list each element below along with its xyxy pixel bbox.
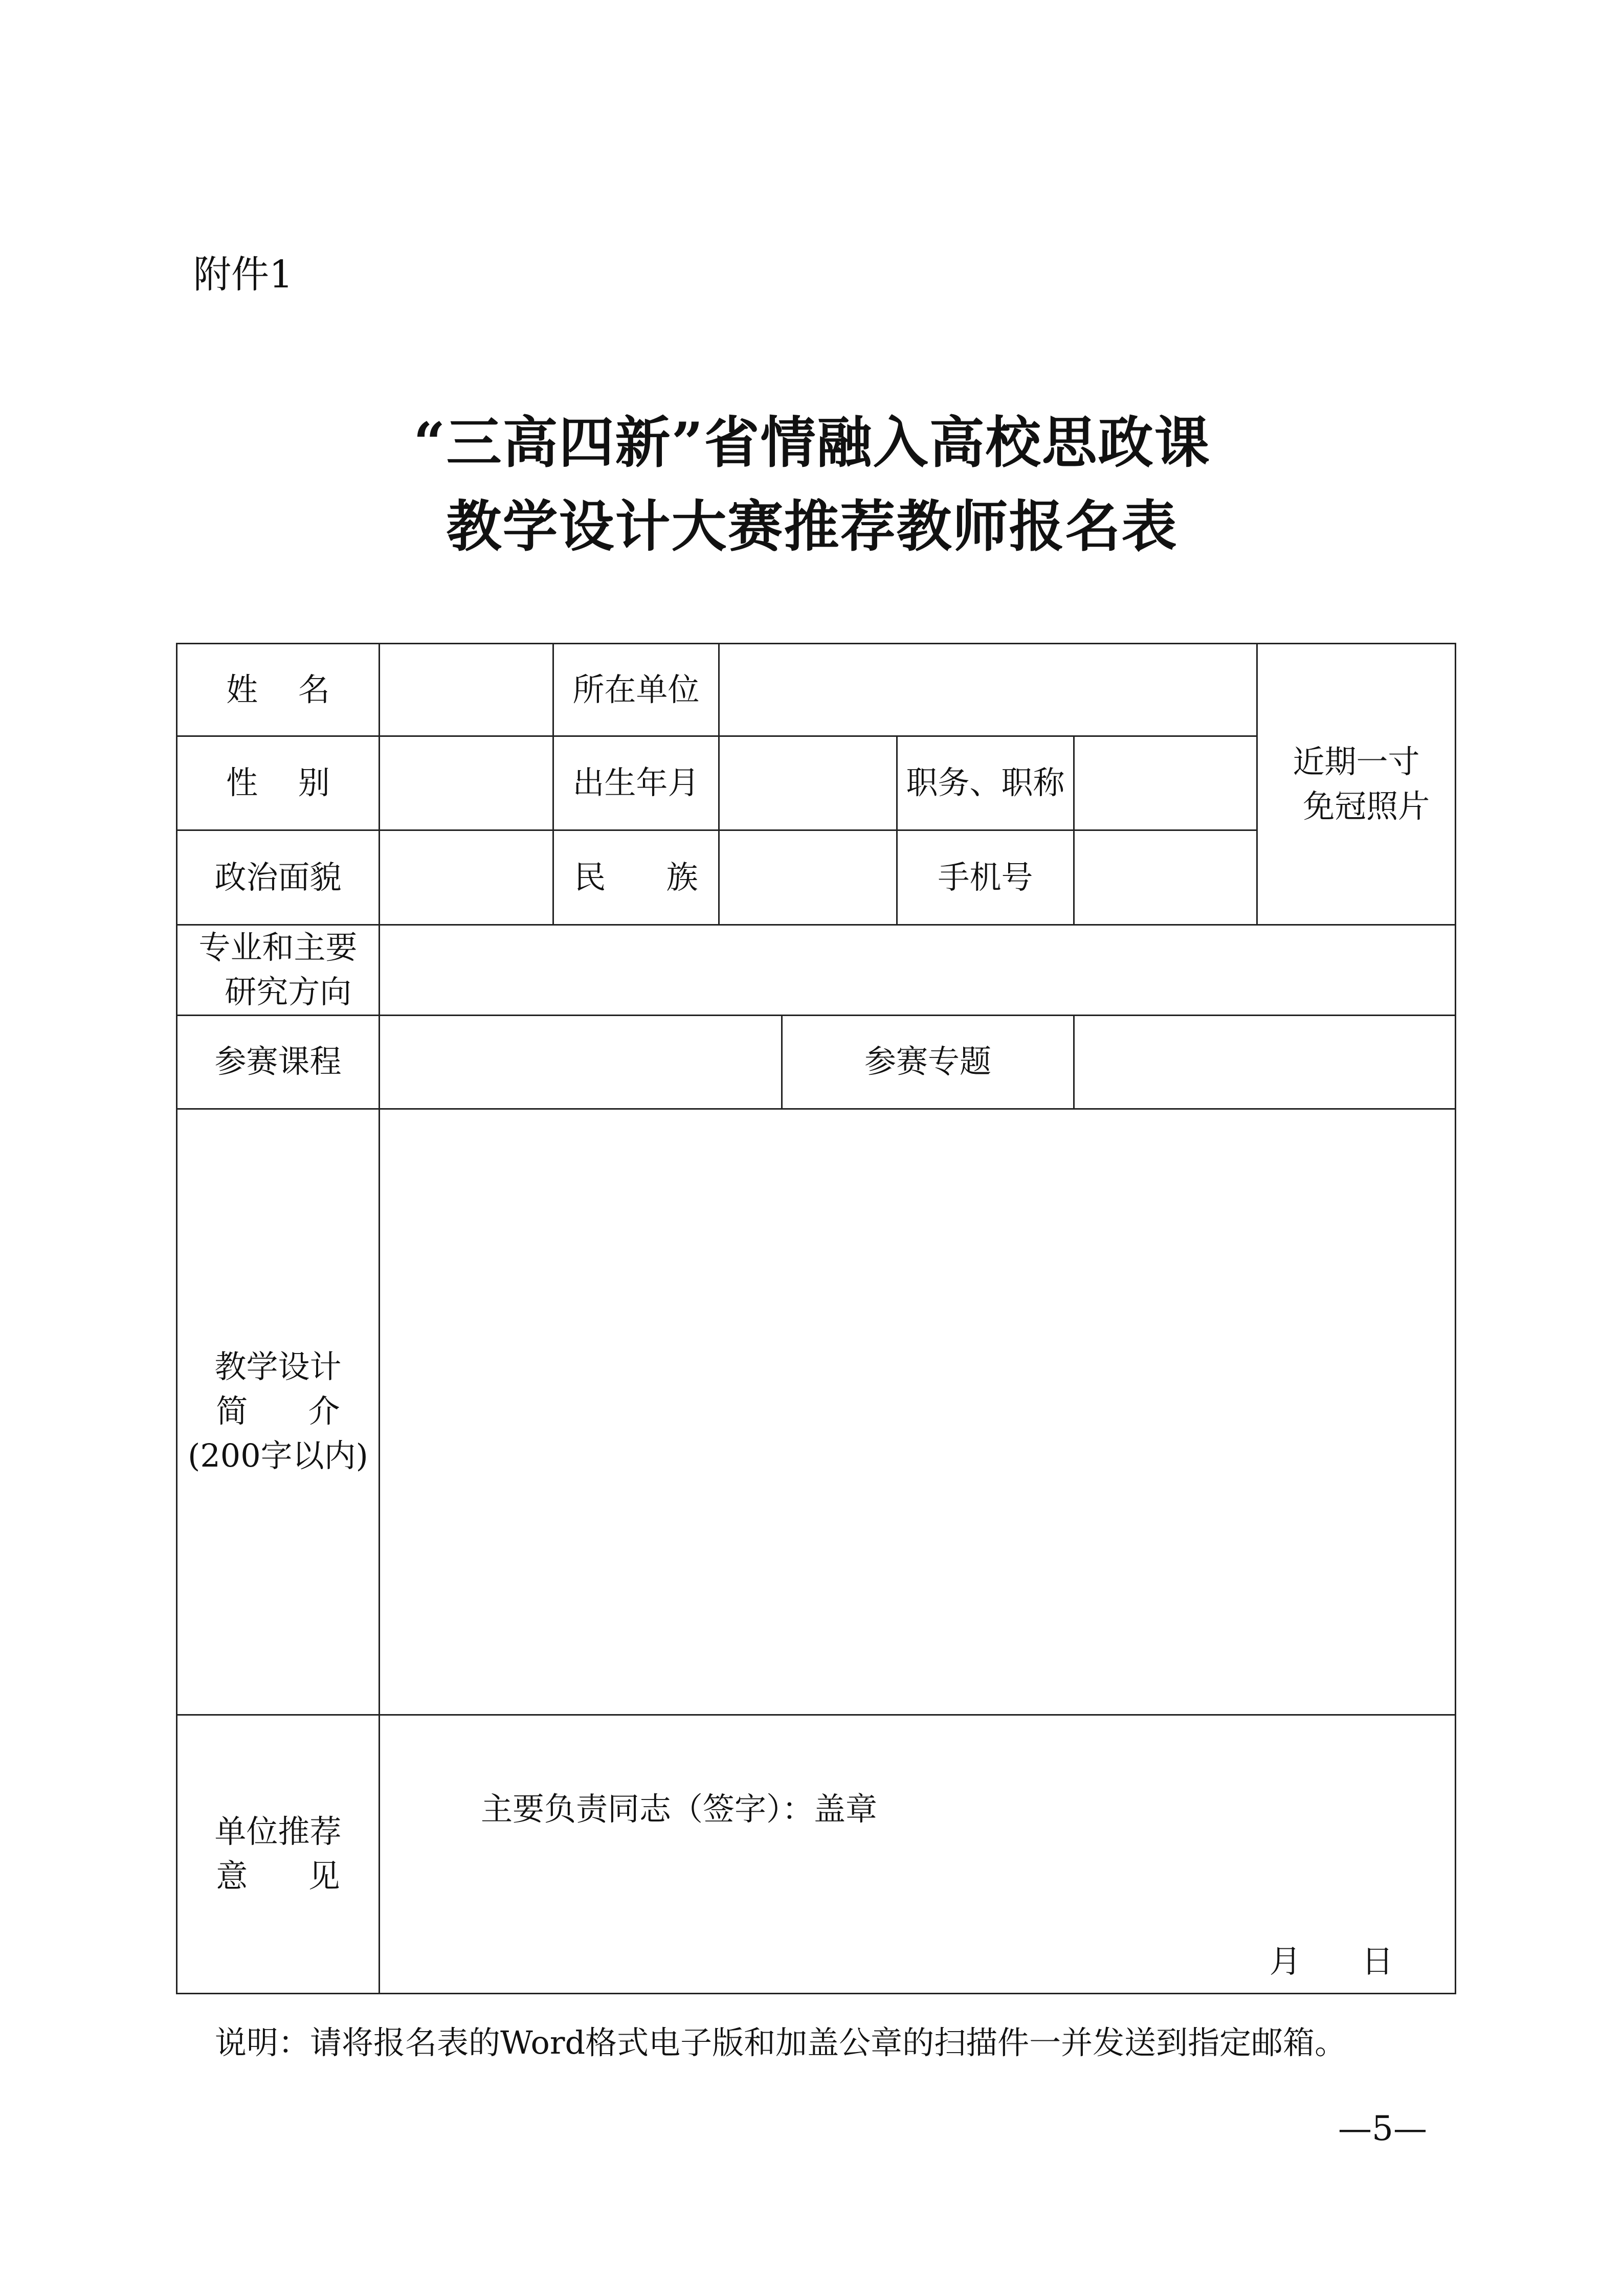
design-label: 教学设计 简 介 (200字以内) xyxy=(177,1109,380,1715)
birth-field[interactable] xyxy=(719,736,897,830)
political-label: 政治面貌 xyxy=(177,830,380,925)
attachment-label: 附件1 xyxy=(193,253,294,297)
name-field[interactable] xyxy=(380,644,553,736)
recommend-date-text: 月 日 xyxy=(1269,1942,1393,1980)
photo-box[interactable] xyxy=(1257,644,1456,925)
major-label: 专业和主要 研究方向 xyxy=(177,925,380,1016)
registration-form-table xyxy=(176,643,1456,1994)
footer-note: 说明：请将报名表的Word格式电子版和加盖公章的扫描件一并发送到指定邮箱。 xyxy=(215,2024,1347,2061)
gender-field[interactable] xyxy=(380,736,553,830)
page-number: —5— xyxy=(1338,2109,1427,2148)
position-field[interactable] xyxy=(1074,736,1257,830)
photo-label: 近期一寸 免冠照片 xyxy=(1293,742,1430,825)
ethnicity-label: 民 族 xyxy=(553,830,719,925)
phone-field[interactable] xyxy=(1074,830,1257,925)
topic-field[interactable] xyxy=(1074,1015,1456,1109)
ethnicity-field[interactable] xyxy=(719,830,897,925)
course-field[interactable] xyxy=(380,1015,782,1109)
recommend-field[interactable] xyxy=(380,1715,1456,1993)
course-label: 参赛课程 xyxy=(177,1015,380,1109)
position-label: 职务、职称 xyxy=(897,736,1074,830)
unit-label: 所在单位 xyxy=(553,644,719,736)
recommend-label: 单位推荐 意 见 xyxy=(177,1715,380,1993)
design-field[interactable] xyxy=(380,1109,1456,1715)
birth-label: 出生年月 xyxy=(553,736,719,830)
name-label: 姓 名 xyxy=(177,644,380,736)
major-field[interactable] xyxy=(380,925,1456,1016)
political-field[interactable] xyxy=(380,830,553,925)
unit-field[interactable] xyxy=(719,644,1257,736)
form-title-line-2: 教学设计大赛推荐教师报名表 xyxy=(446,494,1178,559)
topic-label: 参赛专题 xyxy=(782,1015,1074,1109)
recommend-signature-text: 主要负责同志（签字）：盖章 xyxy=(481,1790,878,1828)
gender-label: 性 别 xyxy=(177,736,380,830)
phone-label: 手机号 xyxy=(897,830,1074,925)
form-title-line-1: “三高四新”省情融入高校思政课 xyxy=(413,411,1211,475)
